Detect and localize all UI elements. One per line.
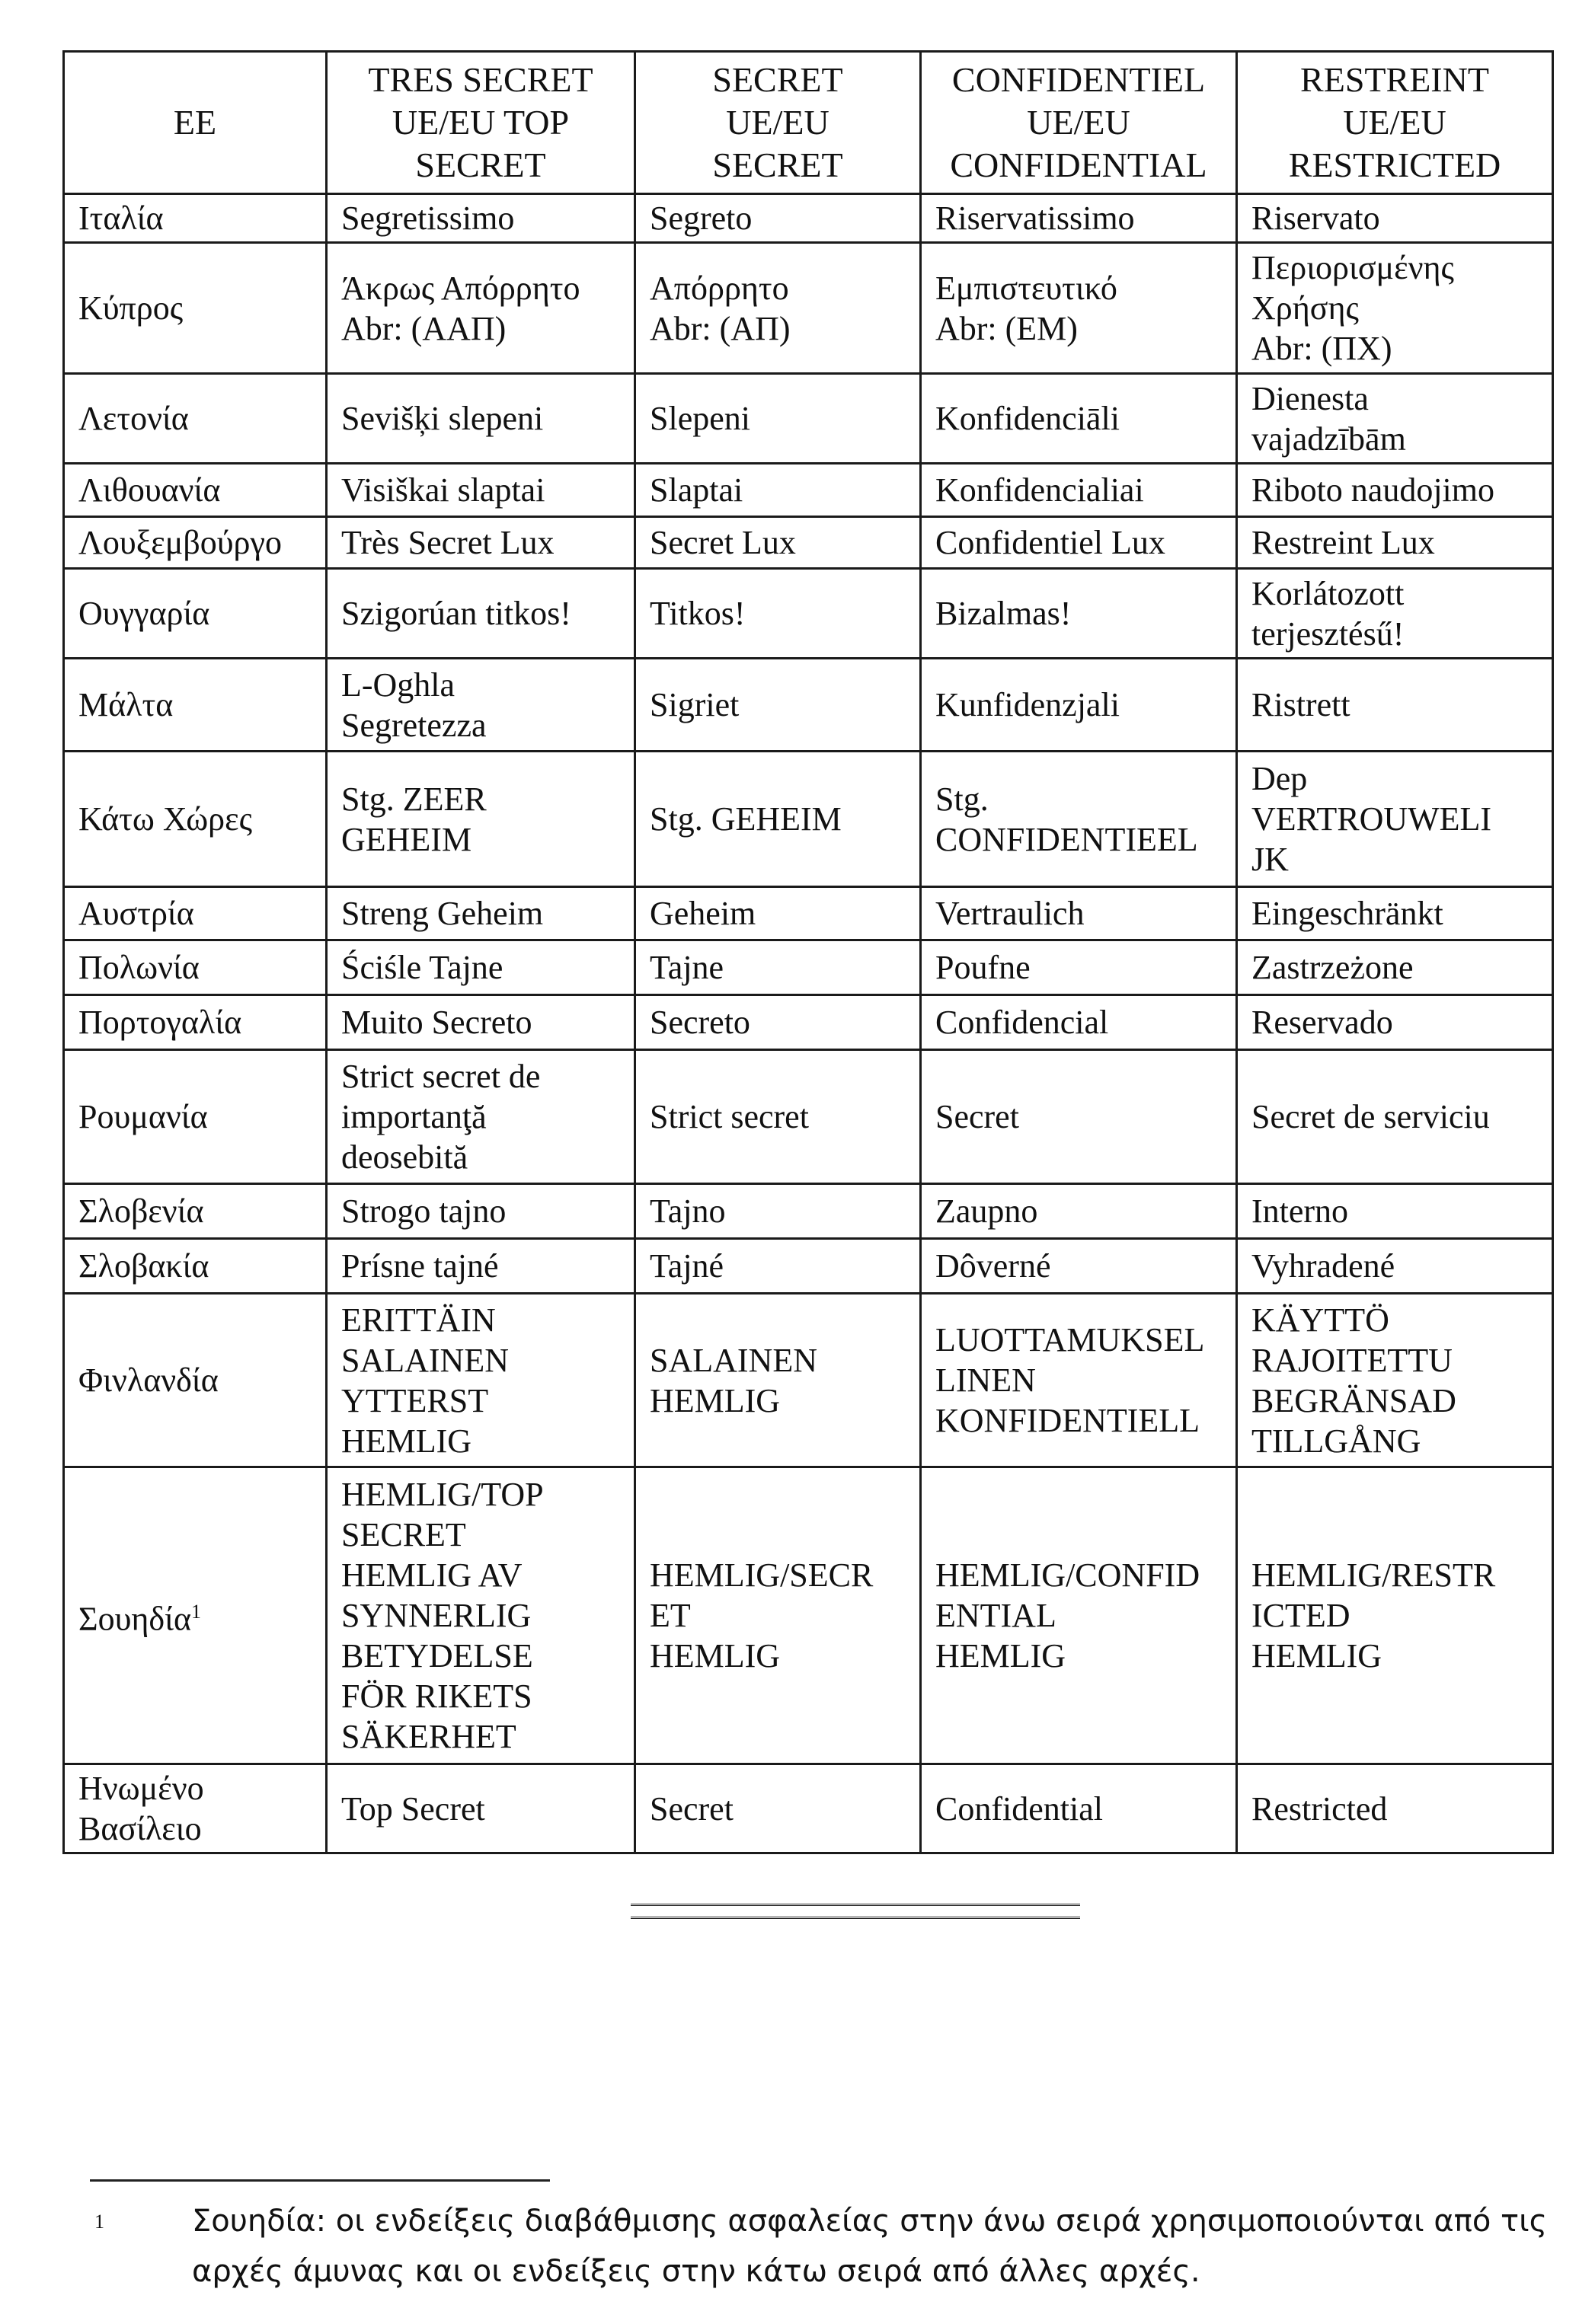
secret-cell: Geheim [635,887,921,940]
table-row [64,1239,1553,1294]
confidential-cell: Kunfidenzjali [921,659,1237,752]
footnote-number: 1 [94,2211,104,2233]
confidential-cell: HEMLIG/CONFID ENTIAL HEMLIG [921,1467,1237,1764]
table-row [64,374,1553,464]
footnote-divider [90,2179,550,2182]
confidential-cell: Vertraulich [921,887,1237,940]
top-secret-cell: HEMLIG/TOP SECRET HEMLIG AV SYNNERLIG BETYDELSE FÖR RIKETS SÄKERHET [327,1467,635,1764]
section-separator [631,1904,1080,1919]
restricted-cell: Περιορισμένης Χρήσης Abr: (ΠΧ) [1237,243,1553,374]
restricted-cell: Riboto naudojimo [1237,464,1553,517]
header-restricted: RESTREINT UE/EU RESTRICTED [1237,52,1553,194]
country-cell: Λιθουανία [64,464,327,517]
header-confidential: CONFIDENTIEL UE/EU CONFIDENTIAL [921,52,1237,194]
top-secret-cell: Άκρως Απόρρητο Abr: (ΑΑΠ) [327,243,635,374]
restricted-cell: HEMLIG/RESTR ICTED HEMLIG [1237,1467,1553,1764]
confidential-cell: Confidentiel Lux [921,517,1237,569]
confidential-cell: Stg. CONFIDENTIEEL [921,752,1237,887]
secret-cell: Stg. GEHEIM [635,752,921,887]
top-secret-cell: Segretissimo [327,194,635,243]
top-secret-cell: Sevišķi slepeni [327,374,635,464]
country-cell: Κύπρος [64,243,327,374]
top-secret-cell: Szigorúan titkos! [327,569,635,659]
top-secret-cell: Prísne tajné [327,1239,635,1294]
table-row [64,995,1553,1050]
country-cell: Σλοβενία [64,1184,327,1239]
confidential-cell: Konfidencialiai [921,464,1237,517]
confidential-cell: Dôverné [921,1239,1237,1294]
table-row [64,1294,1553,1467]
table-row [64,243,1553,374]
country-cell: Πολωνία [64,940,327,995]
table-row [64,659,1553,752]
table-row [64,1467,1553,1764]
confidential-cell: Secret [921,1050,1237,1184]
country-name: Σουηδία [78,1600,192,1638]
secret-cell: Tajno [635,1184,921,1239]
table-row [64,464,1553,517]
restricted-cell: Ristrett [1237,659,1553,752]
secret-cell: Slaptai [635,464,921,517]
confidential-cell: LUOTTAMUKSEL LINEN KONFIDENTIELL [921,1294,1237,1467]
restricted-cell: Zastrzeżone [1237,940,1553,995]
restricted-cell: Eingeschränkt [1237,887,1553,940]
secret-cell: Απόρρητο Abr: (ΑΠ) [635,243,921,374]
restricted-cell: Secret de serviciu [1237,1050,1553,1184]
country-cell: Ιταλία [64,194,327,243]
header-top-secret: TRES SECRET UE/EU TOP SECRET [327,52,635,194]
top-secret-cell: Strict secret de importanţă deosebită [327,1050,635,1184]
secret-cell: Tajné [635,1239,921,1294]
country-cell: Ηνωμένο Βασίλειο [64,1764,327,1853]
restricted-cell: Reservado [1237,995,1553,1050]
secret-cell: Secret [635,1764,921,1853]
table-row [64,194,1553,243]
restricted-cell: Riservato [1237,194,1553,243]
country-cell: Φινλανδία [64,1294,327,1467]
top-secret-cell: Très Secret Lux [327,517,635,569]
country-cell: Αυστρία [64,887,327,940]
table-header-row [64,52,1553,194]
top-secret-cell: Ściśle Tajne [327,940,635,995]
secret-cell: HEMLIG/SECR ET HEMLIG [635,1467,921,1764]
secret-cell: SALAINEN HEMLIG [635,1294,921,1467]
confidential-cell: Riservatissimo [921,194,1237,243]
table-row [64,517,1553,569]
secret-cell: Segreto [635,194,921,243]
restricted-cell: KÄYTTÖ RAJOITETTU BEGRÄNSAD TILLGÅNG [1237,1294,1553,1467]
restricted-cell: Dienesta vajadzībām [1237,374,1553,464]
country-cell: Κάτω Χώρες [64,752,327,887]
top-secret-cell: L-Oghla Segretezza [327,659,635,752]
country-cell: Πορτογαλία [64,995,327,1050]
classification-table [62,50,1554,1854]
top-secret-cell: Strogo tajno [327,1184,635,1239]
confidential-cell: Bizalmas! [921,569,1237,659]
table-row [64,1764,1553,1853]
table-row [64,1050,1553,1184]
country-cell-sweden [64,1467,327,1764]
country-cell: Ρουμανία [64,1050,327,1184]
table-row [64,569,1553,659]
top-secret-cell: Top Secret [327,1764,635,1853]
footnote-text: Σουηδία: οι ενδείξεις διαβάθμισης ασφαλείας στην άνω σειρά χρησιμοποιούνται από τις αρχές άμυνας και οι ενδείξεις στην κάτω σειρά από άλλες αρχές. [192,2204,1548,2289]
top-secret-cell: Stg. ZEER GEHEIM [327,752,635,887]
country-cell: Λετονία [64,374,327,464]
restricted-cell: Restricted [1237,1764,1553,1853]
table-row [64,752,1553,887]
top-secret-cell: Visiškai slaptai [327,464,635,517]
restricted-cell: Korlátozott terjesztésű! [1237,569,1553,659]
table-row [64,887,1553,940]
confidential-cell: Confidencial [921,995,1237,1050]
secret-cell: Titkos! [635,569,921,659]
header-ee: EE [64,52,327,194]
restricted-cell: Restreint Lux [1237,517,1553,569]
secret-cell: Secreto [635,995,921,1050]
top-secret-cell: Muito Secreto [327,995,635,1050]
confidential-cell: Εμπιστευτικό Abr: (ΕΜ) [921,243,1237,374]
secret-cell: Sigriet [635,659,921,752]
restricted-cell: Dep VERTROUWELI JK [1237,752,1553,887]
top-secret-cell: Streng Geheim [327,887,635,940]
country-cell: Λουξεμβούργο [64,517,327,569]
secret-cell: Slepeni [635,374,921,464]
footnote-ref: 1 [191,1601,202,1623]
header-secret: SECRET UE/EU SECRET [635,52,921,194]
restricted-cell: Vyhradené [1237,1239,1553,1294]
secret-cell: Secret Lux [635,517,921,569]
confidential-cell: Konfidenciāli [921,374,1237,464]
table-row [64,1184,1553,1239]
table-row [64,940,1553,995]
restricted-cell: Interno [1237,1184,1553,1239]
secret-cell: Strict secret [635,1050,921,1184]
country-cell: Ουγγαρία [64,569,327,659]
confidential-cell: Confidential [921,1764,1237,1853]
confidential-cell: Poufne [921,940,1237,995]
secret-cell: Tajne [635,940,921,995]
country-cell: Μάλτα [64,659,327,752]
country-cell: Σλοβακία [64,1239,327,1294]
top-secret-cell: ERITTÄIN SALAINEN YTTERST HEMLIG [327,1294,635,1467]
confidential-cell: Zaupno [921,1184,1237,1239]
